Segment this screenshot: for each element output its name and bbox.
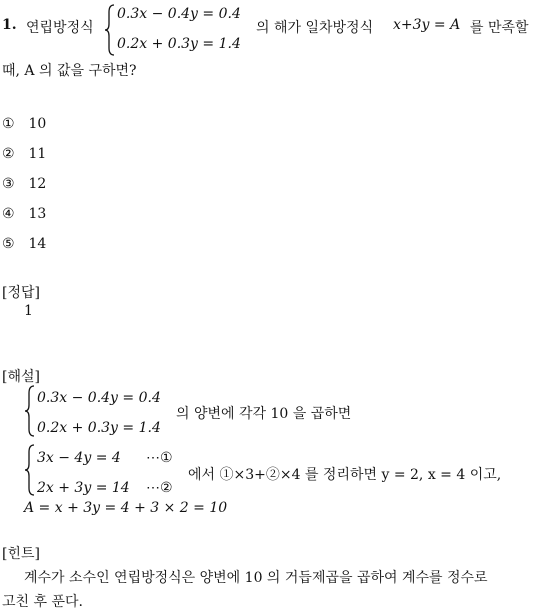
choice-1[interactable] <box>2 116 46 132</box>
explanation-system1-brace <box>24 385 36 437</box>
explanation-system2-mark-1: ⋯① <box>146 450 173 466</box>
choice-mark: ⑤ <box>2 236 15 252</box>
explanation-system2-brace <box>24 444 36 496</box>
explanation-system2-text: 에서 ①×3+②×4 를 정리하면 y = 2, x = 4 이고, <box>188 467 502 483</box>
explanation-system2-mark-2: ⋯② <box>146 480 173 496</box>
choice-mark: ④ <box>2 206 15 222</box>
hint-line-1: 계수가 소수인 연립방정식은 양변에 10 의 거듭제곱을 곱하여 계수를 정수로 <box>24 570 488 586</box>
explanation-system2-eq-1: 3x − 4y = 4 <box>37 450 121 466</box>
question-number: 1. <box>2 17 17 33</box>
choice-value: 11 <box>28 146 47 162</box>
system-eq-1: 0.3x − 0.4y = 0.4 <box>117 6 241 22</box>
choice-value: 10 <box>28 116 47 132</box>
choice-2[interactable] <box>2 146 46 162</box>
choice-mark: ① <box>2 116 15 132</box>
question-end-text: 를 만족할 <box>470 20 529 36</box>
choice-4[interactable] <box>2 206 46 222</box>
explanation-system1-eq-2: 0.2x + 0.3y = 1.4 <box>37 420 161 436</box>
hint-line-2: 고친 후 푼다. <box>2 594 83 610</box>
explanation-final: A = x + 3y = 4 + 3 × 2 = 10 <box>24 500 228 516</box>
choice-value: 12 <box>28 176 47 192</box>
choice-value: 13 <box>28 206 47 222</box>
question-mid-text: 의 해가 일차방정식 <box>256 20 374 36</box>
choice-mark: ③ <box>2 176 15 192</box>
system-brace <box>104 4 116 56</box>
choice-5[interactable] <box>2 236 46 252</box>
linear-equation: x+3y = A <box>393 17 461 33</box>
question-lead: 연립방정식 <box>26 20 94 36</box>
choice-mark: ② <box>2 146 15 162</box>
question-line-2: 때, A 의 값을 구하면? <box>2 63 137 79</box>
explanation-system1-eq-1: 0.3x − 0.4y = 0.4 <box>37 390 161 406</box>
explanation-system1-text: 의 양변에 각각 10 을 곱하면 <box>176 406 352 422</box>
explanation-system2-eq-2: 2x + 3y = 14 <box>37 480 130 496</box>
explanation-label: [해설] <box>2 369 40 385</box>
hint-label: [힌트] <box>2 546 40 562</box>
choice-3[interactable] <box>2 176 46 192</box>
choice-value: 14 <box>28 236 47 252</box>
answer-value: 1 <box>24 303 33 319</box>
system-eq-2: 0.2x + 0.3y = 1.4 <box>117 36 241 52</box>
answer-label: [정답] <box>2 285 40 301</box>
